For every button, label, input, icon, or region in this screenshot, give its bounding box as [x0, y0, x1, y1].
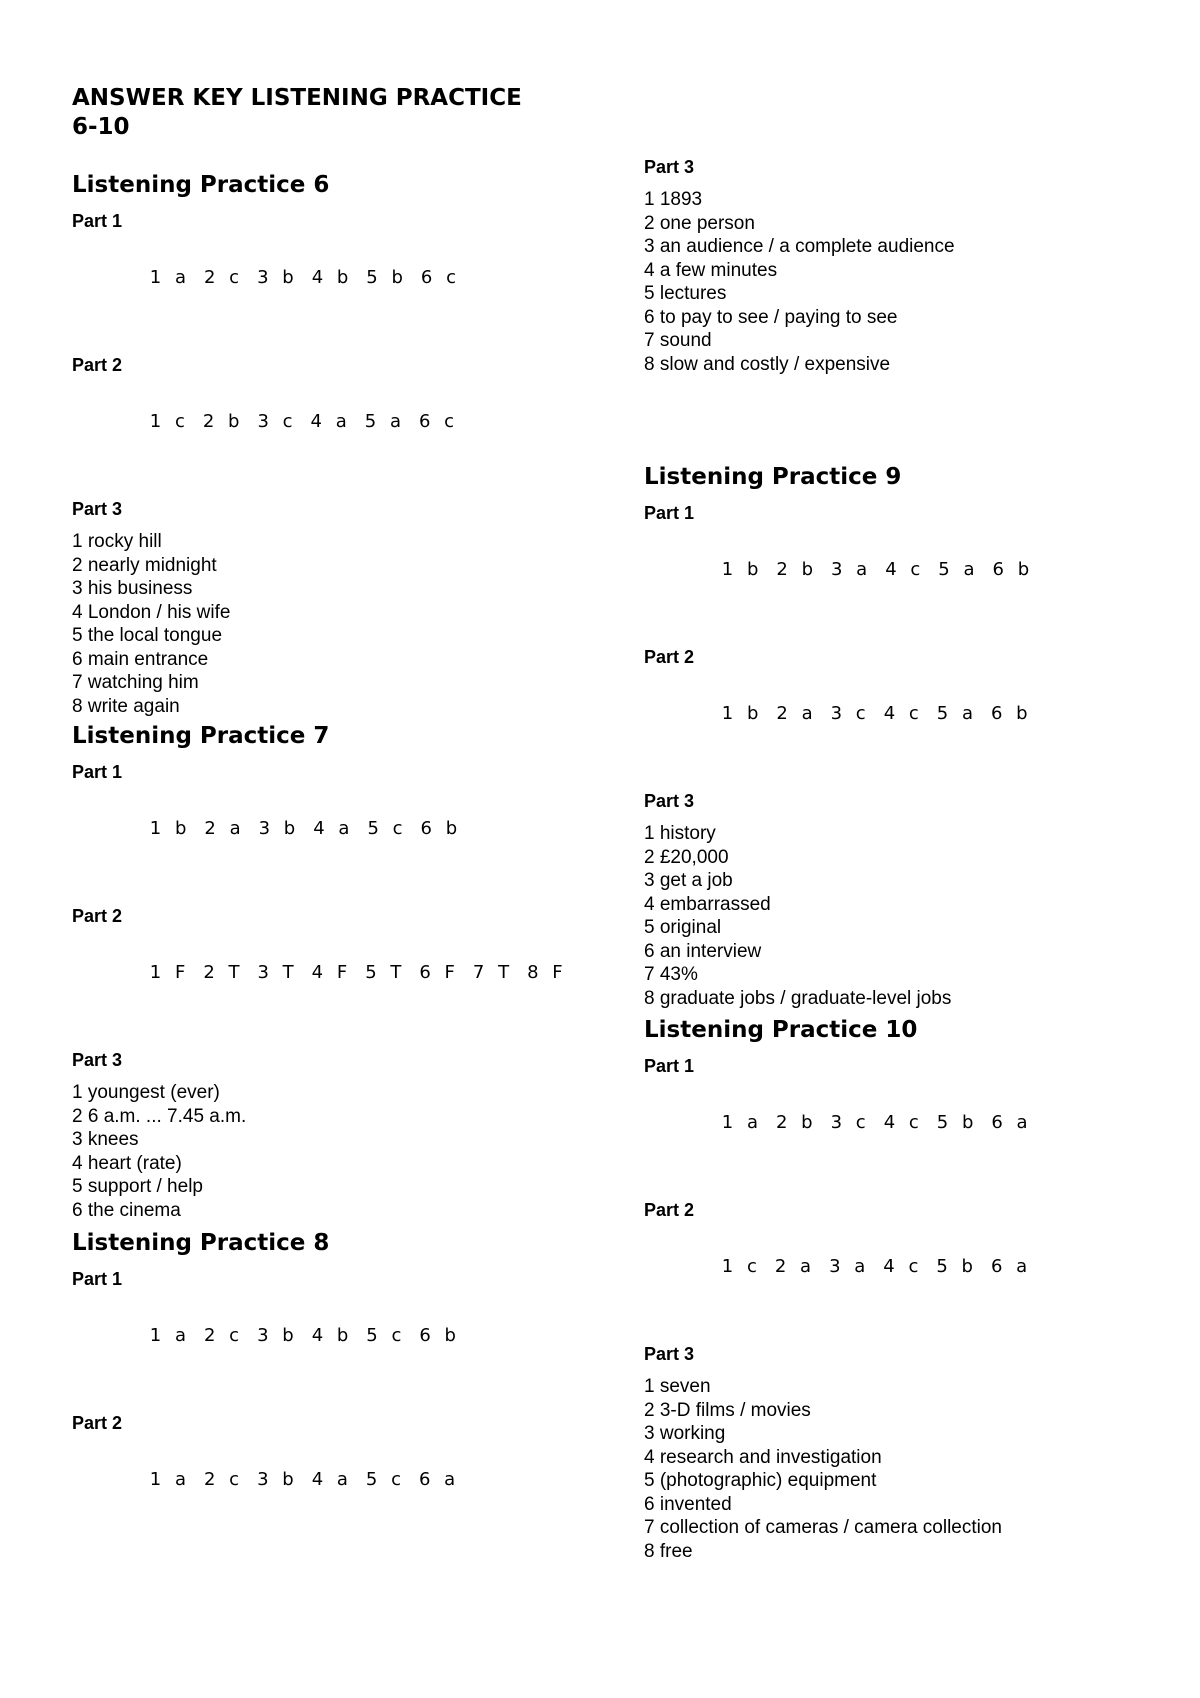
mc-answer: 3 b	[257, 1469, 298, 1490]
list-item: 5 the local tongue	[72, 625, 223, 646]
list-item: 1 seven	[644, 1376, 711, 1397]
mc-answer-row	[72, 793, 592, 865]
part-label: Part 3	[644, 1344, 695, 1364]
practice-6-section	[72, 170, 592, 718]
list-item: 8 slow and costly / expensive	[644, 353, 891, 375]
part-label: Part 2	[72, 1413, 123, 1433]
mc-answer: 2 a	[776, 703, 817, 724]
list-item: 5 lectures	[644, 283, 727, 304]
mc-answer: 4 c	[883, 1256, 923, 1277]
mc-answer-row	[644, 534, 1164, 606]
mc-answer: 5 b	[936, 1256, 977, 1277]
mc-answer: 6 a	[990, 1256, 1032, 1277]
mc-answer: 1 a	[149, 267, 190, 288]
practice-10-part-2	[644, 1199, 1164, 1303]
mc-answer: 6 b	[419, 1325, 460, 1346]
mc-answer: 6 b	[420, 818, 462, 839]
mc-answer: 6 a	[418, 1469, 460, 1490]
mc-answer-row	[72, 937, 592, 1009]
practice-10-part-1	[644, 1055, 1164, 1159]
list-item: 6 to pay to see / paying to see	[644, 306, 898, 328]
part-label: Part 1	[72, 762, 123, 782]
list-item: 7 43%	[644, 964, 698, 985]
mc-answer: 5 T	[365, 962, 406, 983]
mc-answer: 6 F	[419, 962, 459, 983]
mc-answer: 3 T	[257, 962, 298, 983]
mc-answer: 3 c	[830, 1112, 870, 1133]
part-label: Part 2	[644, 1200, 695, 1220]
mc-answer: 5 c	[365, 1469, 405, 1490]
mc-answer: 6 b	[990, 703, 1032, 724]
list-item: 1 youngest (ever)	[72, 1082, 220, 1103]
list-item: 4 heart (rate)	[72, 1152, 182, 1174]
document-title-line-2: 6-10	[72, 114, 130, 140]
list-item: 7 collection of cameras / camera collection	[644, 1517, 1002, 1538]
practice-10-title: Listening Practice 10	[644, 1017, 918, 1043]
mc-answer: 2 c	[204, 1469, 244, 1490]
mc-answer: 3 b	[258, 818, 300, 839]
list-item: 1 history	[644, 823, 716, 844]
part-label: Part 2	[644, 647, 695, 667]
list-item: 7 watching him	[72, 672, 199, 693]
answer-list	[644, 188, 1164, 376]
answer-list	[72, 530, 592, 718]
mc-answer: 1 a	[149, 1325, 190, 1346]
list-item: 8 free	[644, 1540, 693, 1562]
part-label: Part 1	[644, 503, 695, 523]
document-title	[72, 84, 592, 142]
practice-8-part-2	[72, 1412, 592, 1516]
list-item: 5 support / help	[72, 1176, 203, 1197]
list-item: 2 nearly midnight	[72, 554, 217, 576]
mc-answer-row	[644, 678, 1164, 750]
part-label: Part 1	[72, 1269, 123, 1289]
mc-answer: 4 b	[311, 267, 353, 288]
practice-9-part-3	[644, 790, 1164, 1010]
list-item: 3 his business	[72, 578, 193, 599]
mc-answer: 4 b	[311, 1325, 353, 1346]
mc-answer: 4 c	[883, 703, 923, 724]
mc-answer: 4 a	[311, 1469, 352, 1490]
practice-10-part-3	[644, 1343, 1164, 1563]
mc-answer-row	[72, 242, 592, 314]
mc-answer: 1 c	[149, 411, 189, 432]
mc-answer: 8 F	[527, 962, 567, 983]
list-item: 1 1893	[644, 189, 703, 210]
part-label: Part 3	[644, 157, 695, 177]
mc-answer: 1 c	[721, 1256, 761, 1277]
mc-answer: 2 c	[204, 267, 244, 288]
practice-6-part-1	[72, 210, 592, 314]
list-item: 4 embarrassed	[644, 893, 771, 915]
practice-8-title: Listening Practice 8	[72, 1230, 330, 1256]
list-item: 3 get a job	[644, 870, 733, 891]
list-item: 8 write again	[72, 695, 180, 717]
mc-answer-row	[72, 386, 592, 458]
practice-8-part-1	[72, 1268, 592, 1372]
mc-answer: 6 b	[992, 559, 1034, 580]
answer-list	[72, 1081, 592, 1222]
part-label: Part 3	[72, 499, 123, 519]
practice-10-section	[644, 1015, 1164, 1563]
mc-answer: 3 c	[257, 411, 297, 432]
mc-answer: 5 b	[936, 1112, 978, 1133]
practice-6-part-3	[72, 498, 592, 718]
answer-list	[644, 822, 1164, 1010]
mc-answer: 5 a	[364, 411, 405, 432]
part-label: Part 3	[72, 1050, 123, 1070]
practice-6-part-2	[72, 354, 592, 458]
part-label: Part 2	[72, 906, 123, 926]
list-item: 5 (photographic) equipment	[644, 1470, 877, 1491]
practice-9-title: Listening Practice 9	[644, 464, 902, 490]
part-label: Part 3	[644, 791, 695, 811]
practice-7-title: Listening Practice 7	[72, 723, 330, 749]
practice-7-part-1	[72, 761, 592, 865]
list-item: 2 3-D films / movies	[644, 1399, 811, 1421]
list-item: 6 the cinema	[72, 1199, 181, 1221]
list-item: 3 knees	[72, 1129, 139, 1150]
list-item: 6 main entrance	[72, 648, 209, 670]
mc-answer: 7 T	[472, 962, 514, 983]
mc-answer: 4 a	[313, 818, 354, 839]
mc-answer: 2 T	[203, 962, 244, 983]
practice-7-part-2	[72, 905, 592, 1009]
list-item: 3 working	[644, 1423, 726, 1444]
mc-answer: 4 c	[883, 1112, 923, 1133]
practice-7-part-3	[72, 1049, 592, 1222]
mc-answer: 2 b	[776, 559, 817, 580]
practice-9-section	[644, 462, 1164, 1010]
document-title-line-1: ANSWER KEY LISTENING PRACTICE	[72, 85, 522, 111]
mc-answer-row	[644, 1087, 1164, 1159]
part-label: Part 2	[72, 355, 123, 375]
mc-answer: 3 a	[829, 1256, 870, 1277]
list-item: 4 a few minutes	[644, 259, 778, 281]
mc-answer: 6 c	[418, 411, 459, 432]
list-item: 2 one person	[644, 212, 755, 234]
list-item: 5 original	[644, 917, 722, 938]
answer-list	[644, 1375, 1164, 1563]
mc-answer: 2 a	[774, 1256, 816, 1277]
practice-9-part-2	[644, 646, 1164, 750]
list-item: 6 an interview	[644, 940, 762, 962]
mc-answer: 1 b	[149, 818, 191, 839]
mc-answer: 5 c	[366, 1325, 406, 1346]
mc-answer: 1 a	[721, 1112, 762, 1133]
mc-answer: 5 b	[366, 267, 407, 288]
list-item: 2 6 a.m. ... 7.45 a.m.	[72, 1105, 247, 1127]
mc-answer: 1 a	[149, 1469, 190, 1490]
list-item: 4 research and investigation	[644, 1446, 882, 1468]
list-item: 7 sound	[644, 330, 712, 351]
list-item: 2 £20,000	[644, 846, 729, 868]
mc-answer: 3 b	[257, 1325, 298, 1346]
practice-7-section	[72, 721, 592, 1222]
list-item: 3 an audience / a complete audience	[644, 236, 955, 257]
mc-answer: 6 a	[991, 1112, 1032, 1133]
mc-answer: 3 b	[257, 267, 298, 288]
practice-9-part-1	[644, 502, 1164, 606]
practice-8-part-3-continued	[644, 156, 1164, 376]
list-item: 1 rocky hill	[72, 531, 162, 552]
mc-answer-row	[644, 1231, 1164, 1303]
list-item: 6 invented	[644, 1493, 732, 1515]
mc-answer: 4 c	[885, 559, 925, 580]
practice-8-section	[72, 1228, 592, 1516]
practice-8-part-3	[644, 156, 1164, 376]
mc-answer: 1 b	[721, 559, 763, 580]
mc-answer: 2 b	[776, 1112, 817, 1133]
mc-answer-row	[72, 1444, 592, 1516]
mc-answer: 2 a	[204, 818, 245, 839]
mc-answer-row	[72, 1300, 592, 1372]
mc-answer: 2 c	[204, 1325, 244, 1346]
mc-answer: 4 F	[311, 962, 352, 983]
mc-answer: 5 c	[367, 818, 407, 839]
mc-answer: 3 c	[830, 703, 870, 724]
mc-answer: 1 b	[721, 703, 763, 724]
mc-answer: 5 a	[936, 703, 977, 724]
mc-answer: 4 a	[310, 411, 351, 432]
list-item: 4 London / his wife	[72, 601, 231, 623]
part-label: Part 1	[644, 1056, 695, 1076]
mc-answer: 6 c	[420, 267, 460, 288]
mc-answer: 5 a	[938, 559, 979, 580]
list-item: 8 graduate jobs / graduate-level jobs	[644, 987, 952, 1009]
mc-answer: 1 F	[149, 962, 190, 983]
part-label: Part 1	[72, 211, 123, 231]
practice-6-title: Listening Practice 6	[72, 172, 330, 198]
mc-answer: 2 b	[202, 411, 244, 432]
mc-answer: 3 a	[831, 559, 872, 580]
